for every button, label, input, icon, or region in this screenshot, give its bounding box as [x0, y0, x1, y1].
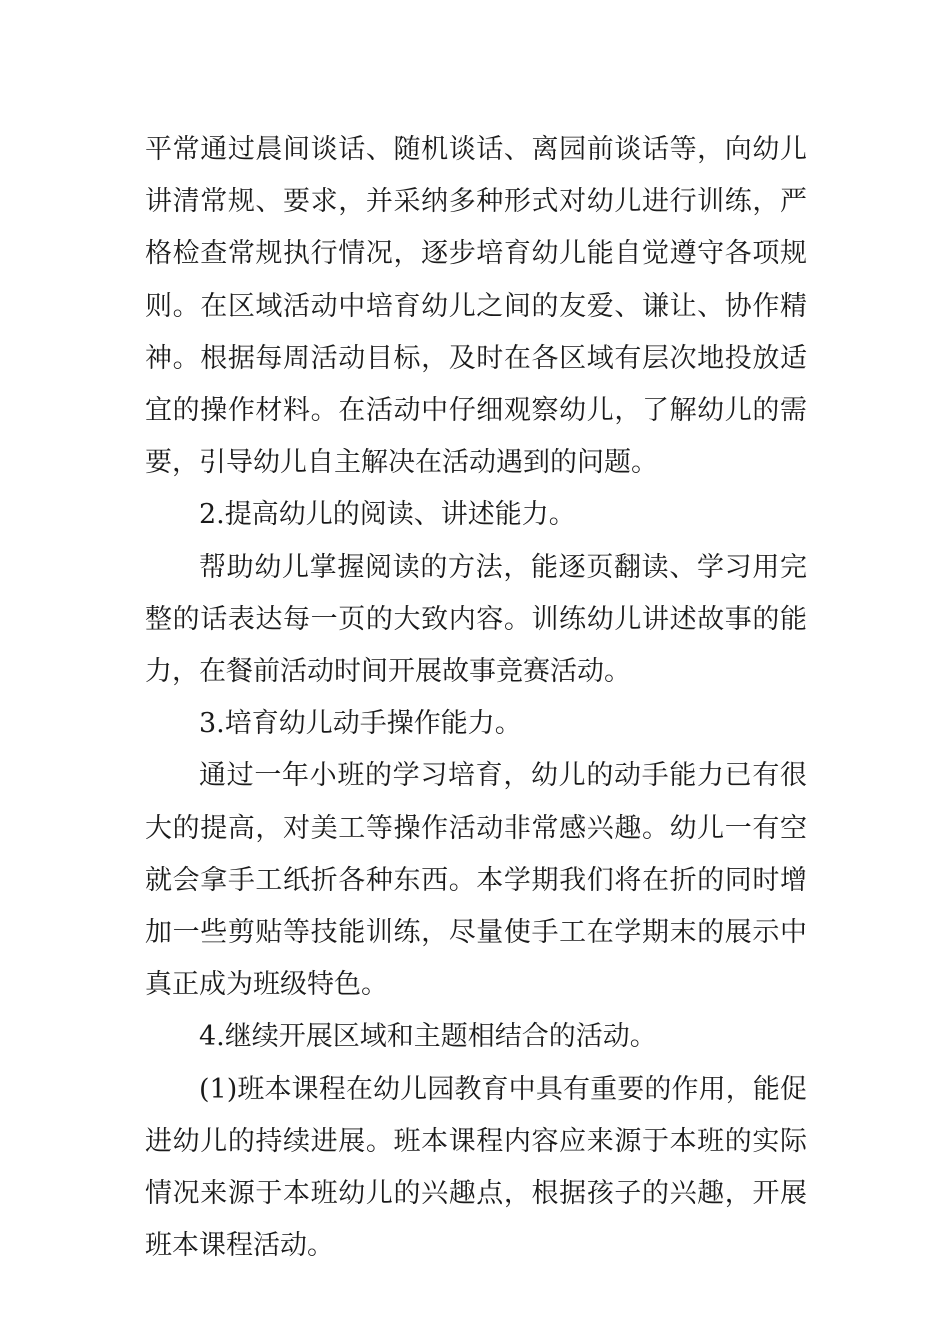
paragraph-handcraft-training: 通过一年小班的学习培育，幼儿的动手能力已有很大的提高，对美工等操作活动非常感兴趣。幼儿一有空就会拿手工纸折各种东西。本学期我们将在折的同时增加一些剪贴等技能训练，尽量使手工在学期末的展示中真正成为班级特色。 — [145, 760, 807, 1001]
heading-area-theme-activities: 4.继续开展区域和主题相结合的活动。 — [199, 1021, 657, 1053]
paragraph-routine-training: 平常通过晨间谈话、随机谈话、离园前谈话等，向幼儿讲清常规、要求，并采纳多种形式对幼儿进行训练，严格检查常规执行情况，逐步培育幼儿能自觉遵守各项规则。在区域活动中培育幼儿之间的友爱、谦让、协作精神。根据每周活动目标，及时在各区域有层次地投放适宜的操作材料。在活动中仔细观察幼儿，了解幼儿的需要，引导幼儿自主解决在活动遇到的问题。 — [145, 134, 807, 479]
document-body — [145, 124, 807, 1272]
paragraph-class-curriculum: (1)班本课程在幼儿园教育中具有重要的作用，能促进幼儿的持续进展。班本课程内容应来源于本班的实际情况来源于本班幼儿的兴趣点，根据孩子的兴趣，开展班本课程活动。 — [145, 1073, 807, 1262]
heading-hands-on-ability: 3.培育幼儿动手操作能力。 — [199, 708, 522, 740]
paragraph-reading-methods: 帮助幼儿掌握阅读的方法，能逐页翻读、学习用完整的话表达每一页的大致内容。训练幼儿讲述故事的能力，在餐前活动时间开展故事竞赛活动。 — [145, 551, 807, 688]
heading-reading-ability: 2.提高幼儿的阅读、讲述能力。 — [199, 499, 576, 531]
